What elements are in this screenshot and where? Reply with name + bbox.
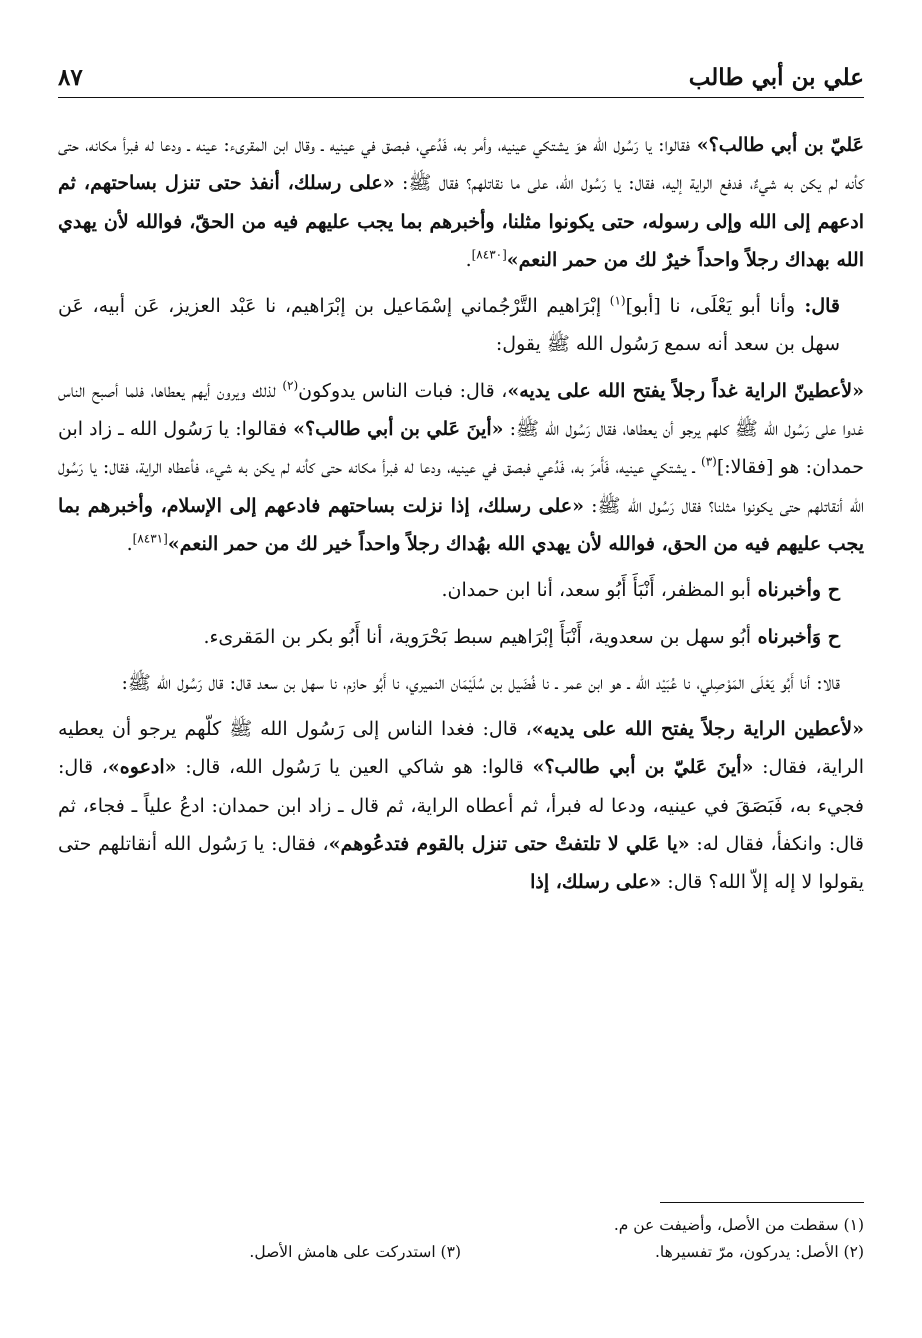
bold-text: «على رسلك، أنفذ حتى تنزل بساحتهم، ثم ادعهم إلى الله وإلى رسوله، حتى يكونوا مثلنا، وأخبرهم بما يجب عليهم فيه من الحقّ، فوالله لأن يهدي الله بهداك رجلاً واحداً خيرٌ لك من حمر النعم» [58,172,864,271]
text-run: ، قال: فجيء به، فَبَصَقَ في عينيه، ودعا له فبرأ، ثم أعطاه الراية، ثم قال ـ زاد ابن حمدان: ادعُ علياً ـ فجاء، ثم قال: وانكفأ، فقال له: [58,756,864,856]
text-run: ـ يشتكي عينيه، فَأَمرَ به، فَدُعي فبصق في عينيه، ودعا له فبرأ مكانه حتى كأنه لم يكن به شيء، فأعطاه الراية، فقال: يا رَسُول الله أنقاتلهم حتى يكونوا مثلنا؟ فقال رَسُول الله ﷺ: [58,456,864,517]
footnote-3: (٣) استدركت على هامش الأصل. [249,1243,461,1261]
footnote-ref: (٢) [282,378,299,393]
text-run: ، فقال: يا رَسُول الله أنقاتلهم حتى يقولوا لا إله إلاّ الله؟ قال: [58,833,864,894]
footnote-1: (١) سقطت من الأصل، وأضيفت عن م. [613,1216,864,1234]
bold-text: «على رسلك، إذا [530,871,662,894]
text-run: فقالوا: يا رَسُول الله ـ زاد ابن حمدان: هو [فقالا:] [58,418,865,479]
bold-text: «أينَ عَلي بن أبي طالب؟» [293,418,504,441]
bold-text: عَليّ بن أبي طالب؟» [690,134,864,156]
text-run: قالوا: هو شاكي العين يا رَسُول الله، قال: [176,756,533,779]
footnote-ref: [٨٤٣١] [132,531,168,546]
text-run: أبو المظفر، أَنْبَأَ أَبُو سعد، أنا ابن حمدان. [441,579,752,602]
footnote-row [58,1212,864,1239]
footnotes [58,1212,864,1266]
footnote-row [58,1239,864,1266]
paragraph [58,618,864,656]
bold-text: ح وأخبرناه [751,579,840,602]
bold-text: قال: [795,295,841,318]
header-rule [58,97,864,98]
paragraph [58,571,864,609]
footnote-2: (٢) الأصل: يدركون، مرّ تفسيرها. [654,1243,864,1261]
text-run: أبُو سهل بن سعدوية، أَنْبَأَ إبْرَاهيم سبط بَحْرَوية، أنا أَبُو بكر بن المَقرىء. [203,625,752,648]
page-number: ٨٧ [58,64,83,91]
text-run: إبْرَاهيم التَّرْجُماني إسْمَاعيل بن إبْرَاهيم، نا عَبْد العزيز، عَن أبيه، عَن سهل بن سعد أنه سمع رَسُول الله ﷺ يقول: [58,295,840,356]
footnote-ref: (٣) [701,455,717,470]
paragraph [58,710,864,901]
text-run: . [126,532,133,555]
footnote-ref: [٨٤٣٠] [471,247,507,262]
bold-text: «لأعطين الراية رجلاً يفتح الله على يديه» [531,718,864,741]
bold-text: ح وَأخبرناه [751,625,840,648]
text-run: ، قال: فغدا الناس إلى رَسُول الله ﷺ كلّهم يرجو أن يعطيه الراية، فقال: [58,718,864,779]
bold-text: «أينَ عَليّ بن أبي طالب؟» [532,756,754,779]
bold-text: «على رسلك، إذا نزلت بساحتهم فادعهم إلى الإسلام، وأخبرهم بما يجب عليهم فيه من الحق، فوالله لأن يهدي الله بهُداك رجلاً واحداً خير لك من حمر النعم» [58,494,864,555]
bold-text: «لأعطينّ الراية غداً رجلاً يفتح الله على يديه» [507,379,864,402]
text-run: . [465,248,472,271]
text-run: لذلك ويرون أيهم يعطاها، فلما أصبح الناس غدوا على رَسُول الله ﷺ كلهم يرجو أن يعطاها، فقال رَسُول الله ﷺ: [58,379,864,441]
footnote-ref: (١) [609,293,626,308]
body-text [58,126,864,902]
page-header [58,58,864,98]
running-title: علي بن أبي طالب [688,64,864,91]
paragraph [58,126,864,279]
paragraph [58,287,864,364]
footnote-rule [660,1202,864,1203]
paragraph [58,372,864,563]
text-run: قالا: أنا أَبُو يَعْلَى المَوْصِلي، نا عُبَيْد اللّه ـ هو ابن عمر ـ نا فُضَيل بن سُلَيْمَان النميري، نا أَبُو حازم، نا سهل بن سعد قال: قال رَسُول الله ﷺ: [121,671,840,694]
bold-text: «ادعوه» [107,756,177,779]
paragraph [58,664,864,702]
text-run: وأنا أبو يَعْلَى، نا [أبو] [625,295,796,318]
text-run: ، قال: فبات الناس يدوكون [298,379,508,402]
text-run: فقالوا: يا رَسُول الله هوَ يشتكي عينيه، وأمر به، فَدُعي، فبصق في عينيه ـ وقال ابن المقرىء: عينه ـ ودعا له فبرأ مكانه، حتى كأنه لم يكن به شيءٌ، فدفع الراية إليه، فقال: يا رَسُول الله، على ما نقاتلهم؟ فقال ﷺ: [58,134,864,195]
bold-text: «يا عَلي لا تلتفتْ حتى تنزل بالقوم فتدعُوهم» [328,833,690,856]
